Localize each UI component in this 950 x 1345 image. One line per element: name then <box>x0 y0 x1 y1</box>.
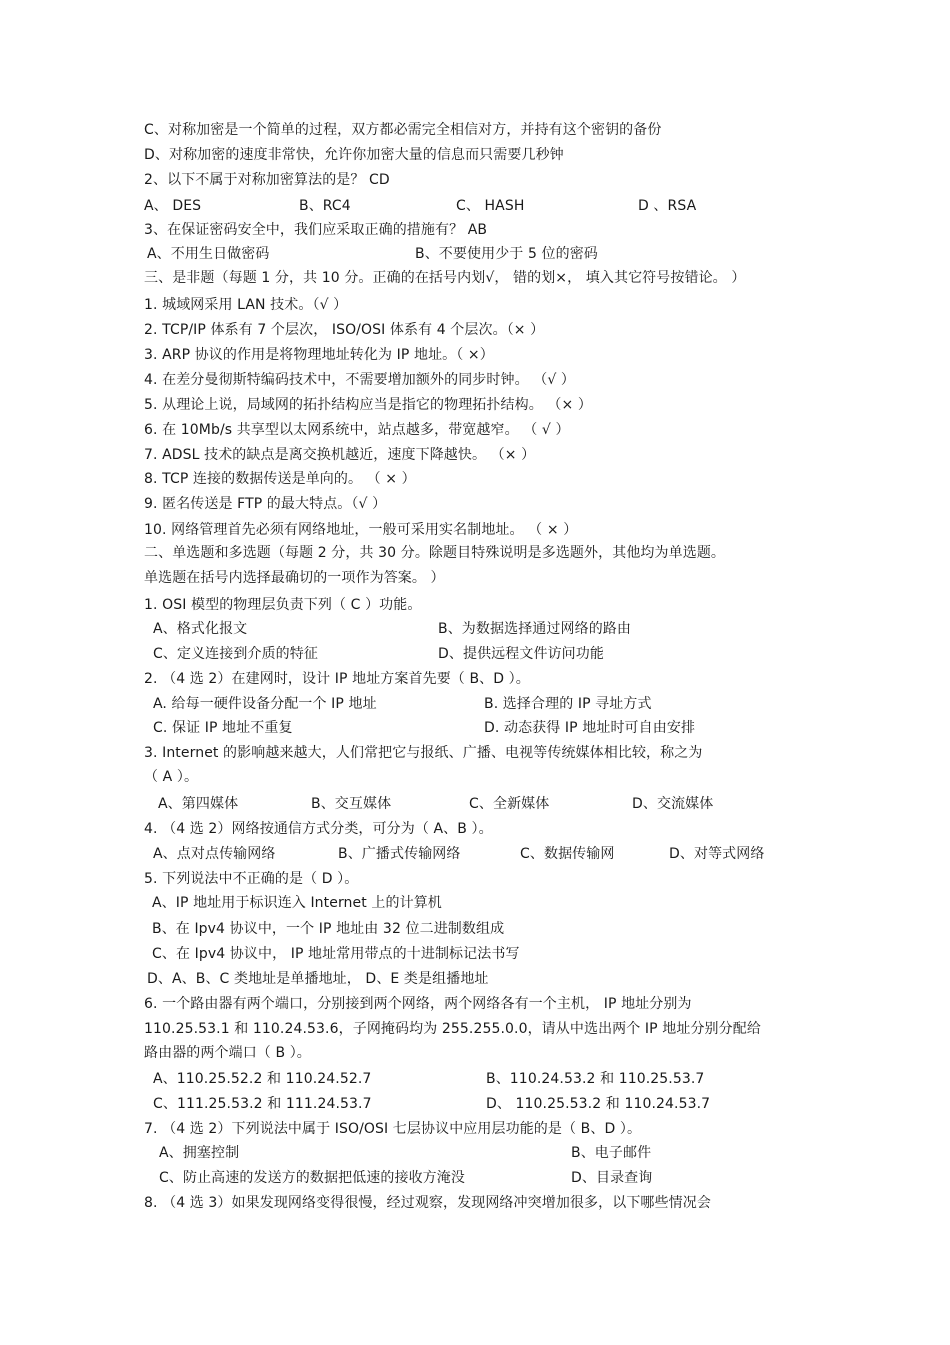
option-a: A. 给每一硬件设备分配一个 IP 地址 <box>153 696 377 712</box>
option-b: B、电子邮件 <box>571 1145 652 1161</box>
question-line: 3、在保证密码安全中，我们应采取正确的措施有？ AB <box>144 222 488 238</box>
true-false-item: 4. 在差分曼彻斯特编码技术中，不需要增加额外的同步时钟。 （√ ） <box>144 372 576 388</box>
option-b: B、为数据选择通过网络的路由 <box>438 621 632 637</box>
question-line-continued: 路由器的两个端口（ B ）。 <box>144 1045 311 1061</box>
question-line-continued: 110.25.53.1 和 110.24.53.6，子网掩码均为 255.255.0.0，请从中选出两个 IP 地址分别分配给 <box>144 1021 761 1037</box>
option-d: D、交流媒体 <box>632 796 714 812</box>
true-false-item: 1. 城域网采用 LAN 技术。（√ ） <box>144 297 348 313</box>
true-false-item: 10. 网络管理首先必须有网络地址，一般可采用实名制地址。 （ × ） <box>144 522 578 538</box>
option-b: B、RC4 <box>299 198 351 214</box>
option-c: C、 HASH <box>456 198 525 214</box>
true-false-item: 2. TCP/IP 体系有 7 个层次， ISO/OSI 体系有 4 个层次。（× ） <box>144 322 545 338</box>
true-false-item: 3. ARP 协议的作用是将物理地址转化为 IP 地址。（ ×） <box>144 347 494 363</box>
option-c: C、数据传输网 <box>520 846 615 862</box>
question-line: 4. （4 选 2）网络按通信方式分类，可分为（ A、B ）。 <box>144 821 493 837</box>
true-false-item: 7. ADSL 技术的缺点是离交换机越近，速度下降越快。 （× ） <box>144 447 536 463</box>
section-heading: 二、单选题和多选题（每题 2 分，共 30 分。除题目特殊说明是多选题外，其他均为单选题。 <box>144 545 726 561</box>
option-a: A、不用生日做密码 <box>147 246 270 262</box>
question-line: 1. OSI 模型的物理层负责下列（ C ）功能。 <box>144 597 422 613</box>
question-line: 5. 下列说法中不正确的是（ D ）。 <box>144 871 359 887</box>
option-a: A、点对点传输网络 <box>153 846 276 862</box>
option-d: D、目录查询 <box>571 1170 653 1186</box>
option-c: C、防止高速的发送方的数据把低速的接收方淹没 <box>159 1170 465 1186</box>
section-heading: 三、是非题（每题 1 分，共 10 分。正确的在括号内划√， 错的划×， 填入其它符号按错论。 ） <box>144 270 746 286</box>
option-d: D、对等式网络 <box>669 846 765 862</box>
option-b: B、不要使用少于 5 位的密码 <box>415 246 598 262</box>
option-line: C、在 Ipv4 协议中， IP 地址常用带点的十进制标记法书写 <box>152 946 520 962</box>
question-line: 8. （4 选 3）如果发现网络变得很慢，经过观察，发现网络冲突增加很多，以下哪些情况会 <box>144 1195 711 1211</box>
option-b: B、广播式传输网络 <box>338 846 461 862</box>
option-a: A、拥塞控制 <box>159 1145 240 1161</box>
option-d: D 、RSA <box>638 198 697 214</box>
option-line: D、A、B、C 类地址是单播地址， D、E 类是组播地址 <box>147 971 489 987</box>
true-false-item: 5. 从理论上说，局域网的拓扑结构应当是指它的物理拓扑结构。 （× ） <box>144 397 592 413</box>
option-d: D. 动态获得 IP 地址时可自由安排 <box>484 720 696 736</box>
true-false-item: 9. 匿名传送是 FTP 的最大特点。（√ ） <box>144 496 387 512</box>
option-b: B、110.24.53.2 和 110.25.53.7 <box>486 1071 705 1087</box>
question-line: 6. 一个路由器有两个端口，分别接到两个网络，两个网络各有一个主机， IP 地址分别为 <box>144 996 692 1012</box>
option-line: B、在 Ipv4 协议中，一个 IP 地址由 32 位二进制数组成 <box>152 921 505 937</box>
option-d: D、提供远程文件访问功能 <box>438 646 604 662</box>
true-false-item: 8. TCP 连接的数据传送是单向的。 （ × ） <box>144 471 416 487</box>
option-a: A、 DES <box>144 198 202 214</box>
option-c: C. 保证 IP 地址不重复 <box>153 720 293 736</box>
option-line: A、IP 地址用于标识连入 Internet 上的计算机 <box>152 895 442 911</box>
question-line: 2. （4 选 2）在建网时，设计 IP 地址方案首先要（ B、D ）。 <box>144 671 530 687</box>
question-line: 3. Internet 的影响越来越大，人们常把它与报纸、广播、电视等传统媒体相比较，称之为 <box>144 745 703 761</box>
question-line-continued: （ A ）。 <box>144 769 199 785</box>
option-a: A、110.25.52.2 和 110.24.52.7 <box>153 1071 372 1087</box>
option-c: C、全新媒体 <box>469 796 550 812</box>
option-d: D、 110.25.53.2 和 110.24.53.7 <box>486 1096 711 1112</box>
question-line: 7. （4 选 2）下列说法中属于 ISO/OSI 七层协议中应用层功能的是（ B、D ）。 <box>144 1121 642 1137</box>
option-a: A、第四媒体 <box>158 796 239 812</box>
question-line: 2、以下不属于对称加密算法的是？ CD <box>144 172 390 188</box>
section-heading-continued: 单选题在括号内选择最确切的一项作为答案。 ） <box>144 570 445 586</box>
option-c: C、111.25.53.2 和 111.24.53.7 <box>153 1096 372 1112</box>
option-line: D、对称加密的速度非常快，允许你加密大量的信息而只需要几秒钟 <box>144 147 564 163</box>
option-c: C、定义连接到介质的特征 <box>153 646 318 662</box>
option-b: B、交互媒体 <box>311 796 392 812</box>
option-b: B. 选择合理的 IP 寻址方式 <box>484 696 652 712</box>
option-a: A、格式化报文 <box>153 621 248 637</box>
option-line: C、对称加密是一个简单的过程，双方都必需完全相信对方，并持有这个密钥的备份 <box>144 122 662 138</box>
true-false-item: 6. 在 10Mb/s 共享型以太网系统中，站点越多，带宽越窄。 （ √ ） <box>144 422 570 438</box>
